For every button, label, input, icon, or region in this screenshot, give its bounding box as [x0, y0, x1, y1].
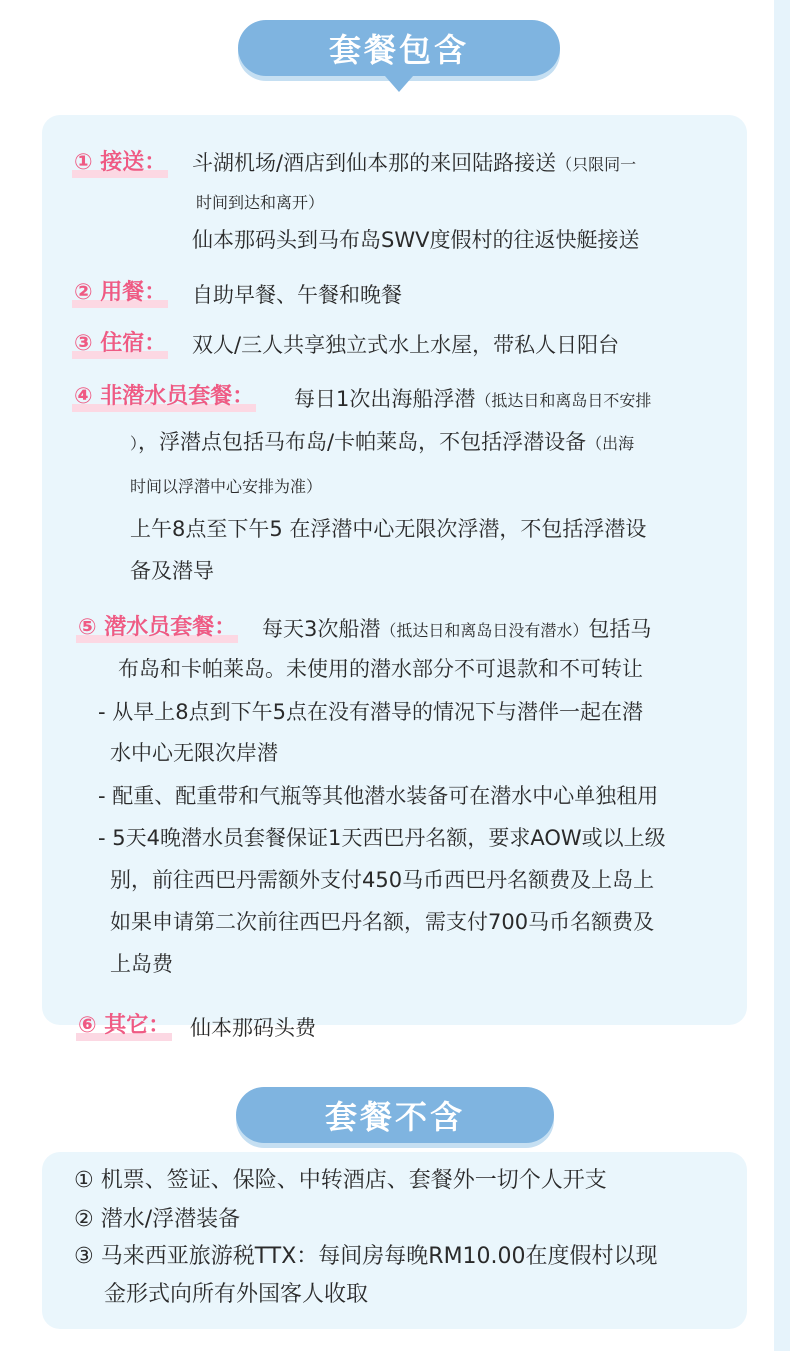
- diver-package-label: ⑤ 潜水员套餐：: [76, 613, 238, 643]
- non-diver-line-3: 时间以浮潜中心安排为准）: [130, 477, 323, 496]
- excluded-item-3-line-1: ③ 马来西亚旅游税TTX：每间房每晚RM10.00在度假村以现: [74, 1244, 658, 1269]
- non-diver-line-4: 上午8点至下午5 在浮潜中心无限次浮潜，不包括浮潜设: [130, 517, 647, 541]
- excluded-title-pill: [236, 1087, 554, 1143]
- transfer-line-3: 仙本那码头到马布岛SWV度假村的往返快艇接送: [192, 228, 640, 252]
- transfer-line-1: 斗湖机场/酒店到仙本那的来回陆路接送（只限同一: [192, 151, 637, 175]
- transfer-line-2: 时间到达和离开）: [196, 193, 325, 212]
- included-title-pill: [238, 20, 560, 76]
- page-edge-strip: [774, 0, 790, 1351]
- accommodation-label: ③ 住宿：: [72, 329, 168, 359]
- diver-bullet-1-line-2: 水中心无限次岸潜: [110, 741, 278, 765]
- diver-bullet-3-line-3: 如果申请第二次前往西巴丹名额，需支付700马币名额费及: [110, 910, 655, 934]
- diver-bullet-1-line-1: - 从早上8点到下午5点在没有潜导的情况下与潜伴一起在潜: [98, 700, 643, 724]
- diver-bullet-3-line-1: - 5天4晚潜水员套餐保证1天西巴丹名额，要求AOW或以上级: [98, 826, 666, 850]
- non-diver-line-1: 每日1次出海船浮潜（抵达日和离岛日不安排: [294, 387, 652, 411]
- included-title: 套餐包含: [328, 31, 469, 69]
- meals-text: 自助早餐、午餐和晚餐: [192, 283, 402, 307]
- included-title-pointer: [385, 76, 413, 92]
- transfer-label: ① 接送：: [72, 148, 168, 178]
- other-label: ⑥ 其它：: [76, 1011, 172, 1041]
- diver-line-2: 布岛和卡帕莱岛。未使用的潜水部分不可退款和不可转让: [118, 657, 643, 681]
- excluded-item-2: ② 潜水/浮潜装备: [74, 1207, 241, 1232]
- excluded-item-3-line-2: 金形式向所有外国客人收取: [104, 1282, 369, 1307]
- other-text: 仙本那码头费: [190, 1016, 316, 1040]
- excluded-item-1: ① 机票、签证、保险、中转酒店、套餐外一切个人开支: [74, 1168, 607, 1193]
- non-diver-line-2: ），浮潜点包括马布岛/卡帕莱岛，不包括浮潜设备（出海: [130, 430, 635, 454]
- diver-bullet-3-line-4: 上岛费: [110, 952, 173, 976]
- non-diver-package-label: ④ 非潜水员套餐：: [72, 382, 256, 412]
- diver-line-1: 每天3次船潜（抵达日和离岛日没有潜水）包括马: [262, 617, 652, 641]
- diver-bullet-2-line-1: - 配重、配重带和气瓶等其他潜水装备可在潜水中心单独租用: [98, 784, 659, 808]
- accommodation-text: 双人/三人共享独立式水上水屋，带私人日阳台: [192, 333, 620, 357]
- excluded-title: 套餐不含: [324, 1098, 465, 1136]
- non-diver-line-5: 备及潜导: [130, 559, 214, 583]
- meals-label: ② 用餐：: [72, 278, 168, 308]
- diver-bullet-3-line-2: 别，前往西巴丹需额外支付450马币西巴丹名额费及上岛上: [110, 868, 655, 892]
